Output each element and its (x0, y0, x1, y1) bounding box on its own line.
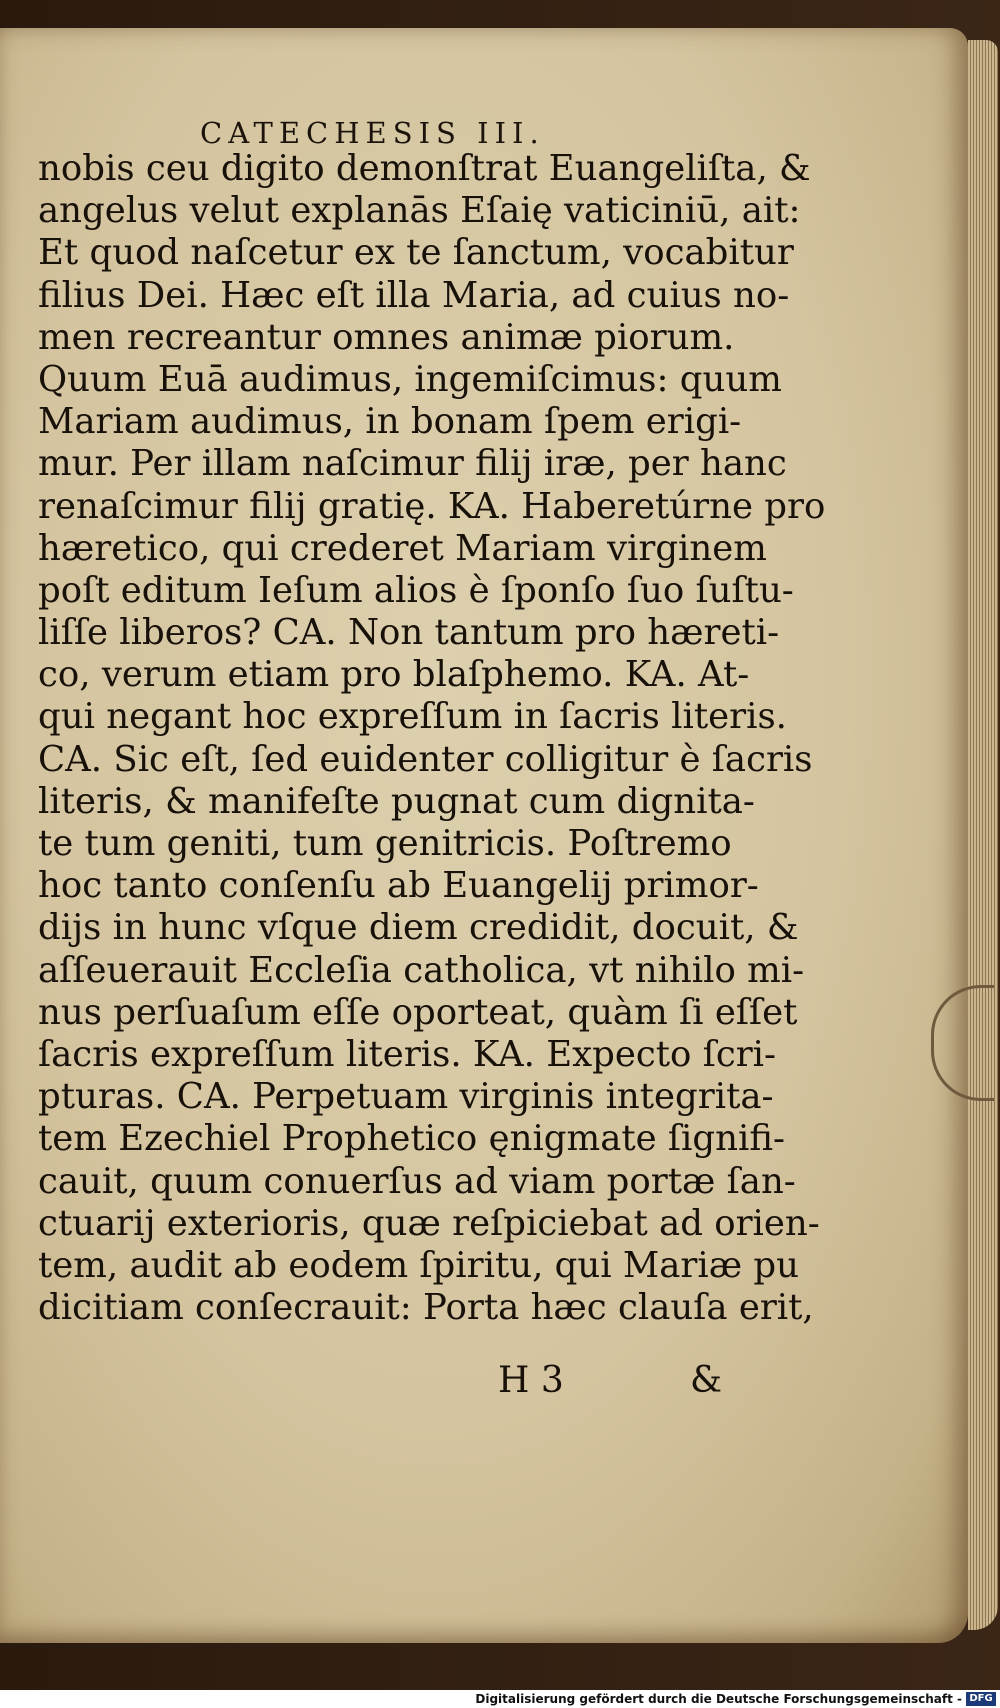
text-line: dijs in hunc vſque diem credidit, docuit, & (38, 907, 799, 949)
text-line: pturas. CA. Perpetuam virginis integrita- (38, 1076, 774, 1118)
text-line: CA. Sic eſt, ſed euidenter colligitur è ſacris (38, 738, 813, 780)
text-line: qui negant hoc expreſſum in ſacris literis. (38, 696, 787, 738)
text-line: cauit, quum conuerſus ad viam portæ ſan- (38, 1160, 796, 1202)
text-line: ſacris expreſſum literis. KA. Expecto ſcri- (38, 1033, 777, 1075)
text-line: literis, & manifeſte pugnat cum dignita- (38, 780, 755, 822)
catchword: & (690, 1360, 723, 1401)
text-line: co, verum etiam pro blaſphemo. KA. At- (38, 654, 750, 696)
text-line: men recreantur omnes animæ piorum. (38, 316, 735, 358)
text-line: Et quod naſcetur ex te ſanctum, vocabitur (38, 232, 794, 274)
text-line: filius Dei. Hæc eſt illa Maria, ad cuius no- (38, 274, 790, 316)
text-line: hæretico, qui crederet Mariam virginem (38, 527, 767, 569)
dfg-logo: DFG (966, 1692, 996, 1706)
text-line: aſſeuerauit Eccleſia catholica, vt nihilo mi- (38, 949, 805, 991)
digitization-credit: Digitalisierung gefördert durch die Deutsche Forschungsgemeinschaft - (475, 1692, 962, 1706)
signature-mark: H 3 (498, 1360, 564, 1401)
text-line: angelus velut explanās Eſaię vaticiniū, ait: (38, 190, 801, 232)
text-line: ctuarij exterioris, quæ reſpiciebat ad orien- (38, 1202, 820, 1244)
text-line: nobis ceu digito demonſtrat Euangeliſta, & (38, 148, 811, 189)
text-line: te tum geniti, tum genitricis. Poſtremo (38, 823, 732, 864)
text-block (38, 148, 826, 1329)
text-line: hoc tanto conſenſu ab Euangelij primor- (38, 865, 759, 907)
text-line: poſt editum Ieſum alios è ſponſo ſuo ſuſtu- (38, 569, 794, 611)
text-line: Quum Euā audimus, ingemiſcimus: quum (38, 358, 782, 400)
page-edges (968, 40, 998, 1630)
text-line: tem Ezechiel Prophetico ęnigmate ſignifi- (38, 1118, 786, 1160)
text-line: nus perſuaſum eſſe oporteat, quàm ſi eſſet (38, 991, 798, 1033)
text-line: renaſcimur filij gratię. KA. Haberetúrne pro (38, 485, 826, 527)
text-line: dicitiam conſecrauit: Porta hæc clauſa erit, (38, 1287, 814, 1329)
text-line: Mariam audimus, in bonam ſpem erigi- (38, 401, 742, 443)
running-head: CATECHESIS III. (200, 116, 545, 150)
text-line: mur. Per illam naſcimur filij iræ, per hanc (38, 443, 787, 485)
text-line: liſſe liberos? CA. Non tantum pro hæreti- (38, 612, 780, 654)
text-line: tem, audit ab eodem ſpiritu, qui Mariæ pu (38, 1244, 799, 1286)
